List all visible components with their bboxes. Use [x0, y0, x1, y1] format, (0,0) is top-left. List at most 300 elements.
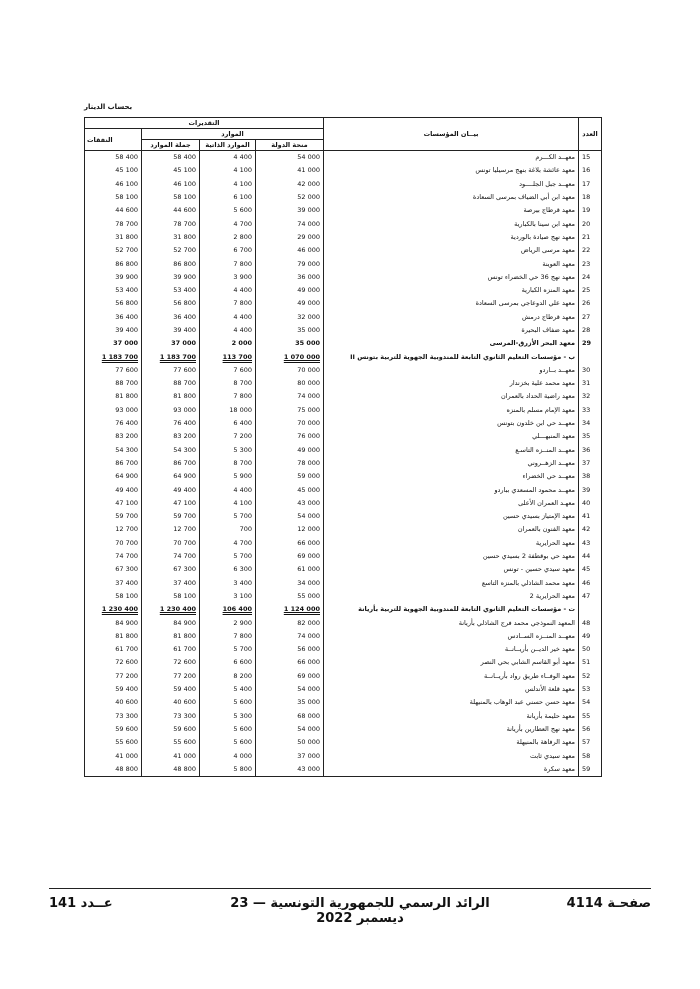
header-resources: الموارد — [142, 129, 324, 140]
cell-institution-name: معهد سيدي ثابت — [324, 749, 579, 762]
cell-institution-name: معهد الحرايرية 2 — [324, 590, 579, 603]
table-row — [85, 430, 602, 443]
cell-expenses: 12 700 — [85, 523, 142, 536]
cell-state-grant: 69 000 — [256, 670, 324, 683]
header-name: بيــان المؤسسات — [324, 118, 579, 151]
cell-own-resources: 8 700 — [200, 377, 256, 390]
cell-expenses: 78 700 — [85, 217, 142, 230]
cell-expenses: 47 100 — [85, 497, 142, 510]
cell-expenses: 41 000 — [85, 749, 142, 762]
cell-row-number: 38 — [579, 470, 602, 483]
cell-state-grant: 29 000 — [256, 231, 324, 244]
cell-expenses: 76 400 — [85, 417, 142, 430]
cell-state-grant: 12 000 — [256, 523, 324, 536]
table-row — [85, 178, 602, 191]
table-row — [85, 550, 602, 563]
cell-expenses: 39 400 — [85, 324, 142, 337]
cell-total-resources: 1 183 700 — [142, 350, 200, 363]
cell-own-resources: 7 800 — [200, 257, 256, 270]
cell-institution-name: معهد راضية الحداد بالعمران — [324, 390, 579, 403]
cell-total-resources: 47 100 — [142, 497, 200, 510]
cell-state-grant: 43 000 — [256, 497, 324, 510]
footer-issue-number: عــدد 141 — [49, 896, 113, 911]
cell-expenses: 72 600 — [85, 656, 142, 669]
cell-total-resources: 1 230 400 — [142, 603, 200, 616]
cell-expenses: 48 800 — [85, 763, 142, 777]
cell-row-number: 46 — [579, 577, 602, 590]
cell-own-resources: 3 900 — [200, 271, 256, 284]
table-row — [85, 483, 602, 496]
cell-institution-name: معهد عائشة بلاغة بنهج مرسيليا تونس — [324, 164, 579, 177]
cell-state-grant: 66 000 — [256, 537, 324, 550]
cell-total-resources: 53 400 — [142, 284, 200, 297]
cell-expenses: 53 400 — [85, 284, 142, 297]
cell-state-grant: 34 000 — [256, 577, 324, 590]
cell-institution-name: ب - مؤسسات التعليم الثانوي التابعة للمندوبية الجهوية للتربية بتونس II — [324, 350, 579, 363]
cell-institution-name: معهد علي الدوعاجي بمرسى السعادة — [324, 297, 579, 310]
table-row — [85, 523, 602, 536]
cell-institution-name: معهد أبو القاسم الشابي بحي النصر — [324, 656, 579, 669]
cell-expenses: 36 400 — [85, 311, 142, 324]
cell-state-grant: 52 000 — [256, 191, 324, 204]
cell-total-resources: 41 000 — [142, 749, 200, 762]
cell-total-resources: 81 800 — [142, 390, 200, 403]
header-state-grant: منحة الدولة — [256, 140, 324, 151]
cell-row-number: 50 — [579, 643, 602, 656]
cell-own-resources: 2 800 — [200, 231, 256, 244]
cell-total-resources: 86 700 — [142, 457, 200, 470]
table-row — [85, 444, 602, 457]
cell-expenses: 45 100 — [85, 164, 142, 177]
cell-expenses: 61 700 — [85, 643, 142, 656]
cell-own-resources: 8 700 — [200, 457, 256, 470]
footer-page-number: صفحـة 4114 — [566, 896, 651, 911]
cell-expenses: 86 800 — [85, 257, 142, 270]
header-total-resources: جملة الموارد — [142, 140, 200, 151]
header-expenses: النفقات — [85, 129, 142, 151]
cell-row-number: 24 — [579, 271, 602, 284]
cell-expenses: 44 600 — [85, 204, 142, 217]
cell-institution-name: معهد ابن أبي الضياف بمرسى السعادة — [324, 191, 579, 204]
cell-institution-name: معهد الرفاهة بالمنيهلة — [324, 736, 579, 749]
cell-expenses: 77 200 — [85, 670, 142, 683]
cell-total-resources: 72 600 — [142, 656, 200, 669]
cell-total-resources: 77 600 — [142, 364, 200, 377]
cell-own-resources: 7 800 — [200, 297, 256, 310]
cell-expenses: 1 230 400 — [85, 603, 142, 616]
cell-own-resources: 113 700 — [200, 350, 256, 363]
cell-expenses: 81 800 — [85, 630, 142, 643]
cell-institution-name: معهد محمد علية بخزندار — [324, 377, 579, 390]
cell-own-resources: 18 000 — [200, 404, 256, 417]
cell-row-number: 21 — [579, 231, 602, 244]
table-row — [85, 563, 602, 576]
cell-institution-name: معهد ابن سينا بالكبارية — [324, 217, 579, 230]
cell-own-resources: 6 100 — [200, 191, 256, 204]
table-row — [85, 271, 602, 284]
cell-row-number: 31 — [579, 377, 602, 390]
cell-institution-name: معهــد حي الخضراء — [324, 470, 579, 483]
cell-row-number: 26 — [579, 297, 602, 310]
cell-total-resources: 74 700 — [142, 550, 200, 563]
cell-expenses: 37 400 — [85, 577, 142, 590]
cell-total-resources: 48 800 — [142, 763, 200, 777]
cell-total-resources: 59 400 — [142, 683, 200, 696]
cell-total-resources: 86 800 — [142, 257, 200, 270]
cell-institution-name: معهــد حي ابن خلدون بتونس — [324, 417, 579, 430]
cell-row-number: 51 — [579, 656, 602, 669]
cell-row-number: 57 — [579, 736, 602, 749]
cell-own-resources: 6 400 — [200, 417, 256, 430]
cell-state-grant: 41 000 — [256, 164, 324, 177]
cell-total-resources: 77 200 — [142, 670, 200, 683]
cell-institution-name: معهــد جبل الجلــــود — [324, 178, 579, 191]
cell-state-grant: 74 000 — [256, 217, 324, 230]
cell-own-resources: 3 400 — [200, 577, 256, 590]
cell-row-number: 40 — [579, 497, 602, 510]
cell-institution-name: معهـد العمران الأعلى — [324, 497, 579, 510]
cell-state-grant: 69 000 — [256, 550, 324, 563]
cell-institution-name: معهد سكرة — [324, 763, 579, 777]
cell-institution-name: معهد قلعة الأندلس — [324, 683, 579, 696]
cell-state-grant: 56 000 — [256, 643, 324, 656]
cell-own-resources: 4 100 — [200, 497, 256, 510]
cell-total-resources: 93 000 — [142, 404, 200, 417]
cell-institution-name: معهد سيدي حسين - تونس — [324, 563, 579, 576]
cell-row-number: 25 — [579, 284, 602, 297]
cell-expenses: 54 300 — [85, 444, 142, 457]
table-row — [85, 390, 602, 403]
header-number: العدد — [579, 118, 602, 151]
table-row — [85, 151, 602, 165]
cell-row-number: 37 — [579, 457, 602, 470]
cell-total-resources: 44 600 — [142, 204, 200, 217]
cell-expenses: 70 700 — [85, 537, 142, 550]
cell-institution-name: معهد حي بوقطفة 2 بسيدي حسين — [324, 550, 579, 563]
header-estimates: التقديرات — [85, 118, 324, 129]
cell-state-grant: 35 000 — [256, 324, 324, 337]
cell-row-number: 17 — [579, 178, 602, 191]
cell-total-resources: 56 800 — [142, 297, 200, 310]
cell-row-number: 16 — [579, 164, 602, 177]
cell-institution-name: معهد الحرايرية — [324, 537, 579, 550]
cell-expenses: 31 800 — [85, 231, 142, 244]
table-row — [85, 723, 602, 736]
cell-total-resources: 88 700 — [142, 377, 200, 390]
cell-state-grant: 59 000 — [256, 470, 324, 483]
cell-own-resources: 2 000 — [200, 337, 256, 350]
cell-total-resources: 39 400 — [142, 324, 200, 337]
table-row — [85, 284, 602, 297]
cell-expenses: 81 800 — [85, 390, 142, 403]
cell-own-resources: 7 200 — [200, 430, 256, 443]
cell-institution-name: معهد نهج العطارين بأريانة — [324, 723, 579, 736]
cell-expenses: 59 700 — [85, 510, 142, 523]
cell-row-number: 45 — [579, 563, 602, 576]
cell-institution-name: المعهد النموذجي محمد فرج الشاذلي بأريانة — [324, 616, 579, 629]
table-row — [85, 457, 602, 470]
cell-total-resources: 58 100 — [142, 191, 200, 204]
cell-row-number: 39 — [579, 483, 602, 496]
cell-state-grant: 79 000 — [256, 257, 324, 270]
cell-expenses: 86 700 — [85, 457, 142, 470]
cell-total-resources: 52 700 — [142, 244, 200, 257]
cell-institution-name: معهــد المنــزه التاسـع — [324, 444, 579, 457]
cell-state-grant: 49 000 — [256, 444, 324, 457]
footer-journal-title: الرائد الرسمي للجمهورية التونسية — 23 ديسمبر 2022 — [230, 896, 490, 926]
cell-state-grant: 55 000 — [256, 590, 324, 603]
table-row — [85, 350, 602, 363]
cell-row-number — [579, 350, 602, 363]
cell-own-resources: 5 600 — [200, 736, 256, 749]
header-own-resources: الموارد الذاتية — [200, 140, 256, 151]
cell-total-resources: 36 400 — [142, 311, 200, 324]
cell-own-resources: 106 400 — [200, 603, 256, 616]
cell-expenses: 40 600 — [85, 696, 142, 709]
cell-state-grant: 32 000 — [256, 311, 324, 324]
cell-own-resources: 5 400 — [200, 683, 256, 696]
cell-row-number: 48 — [579, 616, 602, 629]
cell-institution-name: معهد قرطاج درمش — [324, 311, 579, 324]
cell-row-number: 58 — [579, 749, 602, 762]
cell-institution-name: معهد المنزه الكبارية — [324, 284, 579, 297]
cell-total-resources: 67 300 — [142, 563, 200, 576]
cell-own-resources: 5 600 — [200, 696, 256, 709]
cell-expenses: 64 900 — [85, 470, 142, 483]
cell-own-resources: 4 400 — [200, 483, 256, 496]
cell-total-resources: 64 900 — [142, 470, 200, 483]
cell-state-grant: 49 000 — [256, 284, 324, 297]
cell-institution-name: معهــد الزهــروني — [324, 457, 579, 470]
cell-expenses: 59 600 — [85, 723, 142, 736]
table-row — [85, 324, 602, 337]
cell-total-resources: 59 700 — [142, 510, 200, 523]
cell-total-resources: 84 900 — [142, 616, 200, 629]
cell-expenses: 39 900 — [85, 271, 142, 284]
cell-row-number: 15 — [579, 151, 602, 165]
cell-state-grant: 35 000 — [256, 337, 324, 350]
cell-institution-name: معهد الإمام مسلم بالمنزه — [324, 404, 579, 417]
table-row — [85, 510, 602, 523]
cell-own-resources: 4 400 — [200, 151, 256, 165]
cell-institution-name: معهد الفنون بالعمران — [324, 523, 579, 536]
cell-row-number: 35 — [579, 430, 602, 443]
cell-expenses: 58 100 — [85, 590, 142, 603]
cell-own-resources: 6 700 — [200, 244, 256, 257]
cell-own-resources: 6 600 — [200, 656, 256, 669]
cell-expenses: 58 100 — [85, 191, 142, 204]
table-row — [85, 696, 602, 709]
cell-row-number: 36 — [579, 444, 602, 457]
cell-state-grant: 80 000 — [256, 377, 324, 390]
table-header — [85, 118, 602, 151]
cell-own-resources: 2 900 — [200, 616, 256, 629]
cell-institution-name: معهد البحر الأزرق-المرسى — [324, 337, 579, 350]
cell-own-resources: 5 900 — [200, 470, 256, 483]
cell-institution-name: معهــد الكـــرم — [324, 151, 579, 165]
table-row — [85, 590, 602, 603]
cell-own-resources: 4 400 — [200, 284, 256, 297]
cell-total-resources: 37 400 — [142, 577, 200, 590]
cell-institution-name: معهد الوفــاء طريق رواد بأريــانــة — [324, 670, 579, 683]
cell-total-resources: 37 000 — [142, 337, 200, 350]
cell-row-number: 55 — [579, 709, 602, 722]
cell-institution-name: معهد حليمة بأريانة — [324, 709, 579, 722]
cell-state-grant: 54 000 — [256, 683, 324, 696]
cell-state-grant: 78 000 — [256, 457, 324, 470]
table-row — [85, 337, 602, 350]
table-row — [85, 763, 602, 777]
table-row — [85, 656, 602, 669]
cell-state-grant: 49 000 — [256, 297, 324, 310]
cell-row-number: 44 — [579, 550, 602, 563]
footer-divider — [49, 888, 651, 889]
cell-institution-name: معهد قرطاج بيرصة — [324, 204, 579, 217]
cell-state-grant: 82 000 — [256, 616, 324, 629]
cell-institution-name: معهد خير الديــن بأريــانــة — [324, 643, 579, 656]
cell-row-number: 23 — [579, 257, 602, 270]
cell-row-number: 59 — [579, 763, 602, 777]
cell-state-grant: 70 000 — [256, 364, 324, 377]
cell-total-resources: 12 700 — [142, 523, 200, 536]
cell-total-resources: 59 600 — [142, 723, 200, 736]
cell-own-resources: 8 200 — [200, 670, 256, 683]
table-row — [85, 470, 602, 483]
cell-own-resources: 5 600 — [200, 723, 256, 736]
table-row — [85, 257, 602, 270]
table-row — [85, 404, 602, 417]
table-row — [85, 204, 602, 217]
cell-institution-name: معهد المنيهـــلي — [324, 430, 579, 443]
cell-state-grant: 37 000 — [256, 749, 324, 762]
cell-row-number: 56 — [579, 723, 602, 736]
cell-row-number: 27 — [579, 311, 602, 324]
cell-own-resources: 4 400 — [200, 311, 256, 324]
cell-state-grant: 70 000 — [256, 417, 324, 430]
cell-total-resources: 83 200 — [142, 430, 200, 443]
cell-own-resources: 4 400 — [200, 324, 256, 337]
cell-own-resources: 5 700 — [200, 550, 256, 563]
cell-row-number: 47 — [579, 590, 602, 603]
table-row — [85, 749, 602, 762]
table-row — [85, 217, 602, 230]
cell-total-resources: 39 900 — [142, 271, 200, 284]
cell-total-resources: 31 800 — [142, 231, 200, 244]
cell-state-grant: 43 000 — [256, 763, 324, 777]
cell-own-resources: 6 300 — [200, 563, 256, 576]
cell-institution-name: معهد الإمتياز بسيدي حسين — [324, 510, 579, 523]
cell-state-grant: 66 000 — [256, 656, 324, 669]
table-row — [85, 643, 602, 656]
budget-table — [84, 117, 602, 777]
cell-state-grant: 39 000 — [256, 204, 324, 217]
table-row — [85, 670, 602, 683]
cell-expenses: 84 900 — [85, 616, 142, 629]
cell-institution-name: معهد نهج 36 حي الخضراء تونس — [324, 271, 579, 284]
cell-row-number: 49 — [579, 630, 602, 643]
cell-expenses: 93 000 — [85, 404, 142, 417]
cell-row-number: 18 — [579, 191, 602, 204]
cell-row-number: 42 — [579, 523, 602, 536]
cell-institution-name: معهد مرسى الرياض — [324, 244, 579, 257]
cell-expenses: 74 700 — [85, 550, 142, 563]
cell-row-number: 43 — [579, 537, 602, 550]
table-row — [85, 616, 602, 629]
cell-own-resources: 7 600 — [200, 364, 256, 377]
cell-state-grant: 1 070 000 — [256, 350, 324, 363]
cell-own-resources: 3 100 — [200, 590, 256, 603]
cell-expenses: 1 183 700 — [85, 350, 142, 363]
cell-total-resources: 54 300 — [142, 444, 200, 457]
cell-total-resources: 40 600 — [142, 696, 200, 709]
table-row — [85, 709, 602, 722]
cell-state-grant: 61 000 — [256, 563, 324, 576]
cell-state-grant: 75 000 — [256, 404, 324, 417]
cell-own-resources: 5 800 — [200, 763, 256, 777]
cell-institution-name: معهــد بــاردو — [324, 364, 579, 377]
cell-own-resources: 5 700 — [200, 510, 256, 523]
cell-institution-name: معهد حسن حسني عبد الوهاب بالمنيهلة — [324, 696, 579, 709]
cell-total-resources: 76 400 — [142, 417, 200, 430]
cell-expenses: 56 800 — [85, 297, 142, 310]
cell-expenses: 49 400 — [85, 483, 142, 496]
table-row — [85, 297, 602, 310]
cell-total-resources: 58 400 — [142, 151, 200, 165]
table-row — [85, 311, 602, 324]
cell-own-resources: 4 700 — [200, 217, 256, 230]
cell-row-number: 41 — [579, 510, 602, 523]
cell-expenses: 58 400 — [85, 151, 142, 165]
table-row — [85, 377, 602, 390]
cell-state-grant: 46 000 — [256, 244, 324, 257]
cell-total-resources: 58 100 — [142, 590, 200, 603]
cell-own-resources: 5 300 — [200, 709, 256, 722]
cell-institution-name: ت - مؤسسات التعليم الثانوي التابعة للمندوبية الجهوية للتربية بأريانة — [324, 603, 579, 616]
cell-institution-name: معهــد المنــزه الســادس — [324, 630, 579, 643]
cell-row-number: 33 — [579, 404, 602, 417]
cell-state-grant: 50 000 — [256, 736, 324, 749]
cell-row-number: 20 — [579, 217, 602, 230]
cell-total-resources: 49 400 — [142, 483, 200, 496]
table-row — [85, 497, 602, 510]
table-row — [85, 417, 602, 430]
cell-state-grant: 36 000 — [256, 271, 324, 284]
cell-row-number: 34 — [579, 417, 602, 430]
table-row — [85, 683, 602, 696]
cell-expenses: 83 200 — [85, 430, 142, 443]
cell-own-resources: 7 800 — [200, 630, 256, 643]
cell-total-resources: 55 600 — [142, 736, 200, 749]
table-row — [85, 244, 602, 257]
cell-own-resources: 4 000 — [200, 749, 256, 762]
cell-state-grant: 74 000 — [256, 630, 324, 643]
cell-expenses: 55 600 — [85, 736, 142, 749]
cell-state-grant: 54 000 — [256, 723, 324, 736]
cell-total-resources: 73 300 — [142, 709, 200, 722]
cell-row-number: 53 — [579, 683, 602, 696]
cell-row-number: 30 — [579, 364, 602, 377]
cell-own-resources: 700 — [200, 523, 256, 536]
cell-institution-name: معهد ضفاف البحيرة — [324, 324, 579, 337]
table-row — [85, 191, 602, 204]
cell-row-number: 29 — [579, 337, 602, 350]
table-row — [85, 736, 602, 749]
table-row — [85, 364, 602, 377]
cell-state-grant: 1 124 000 — [256, 603, 324, 616]
cell-own-resources: 5 300 — [200, 444, 256, 457]
cell-expenses: 73 300 — [85, 709, 142, 722]
cell-own-resources: 4 100 — [200, 178, 256, 191]
